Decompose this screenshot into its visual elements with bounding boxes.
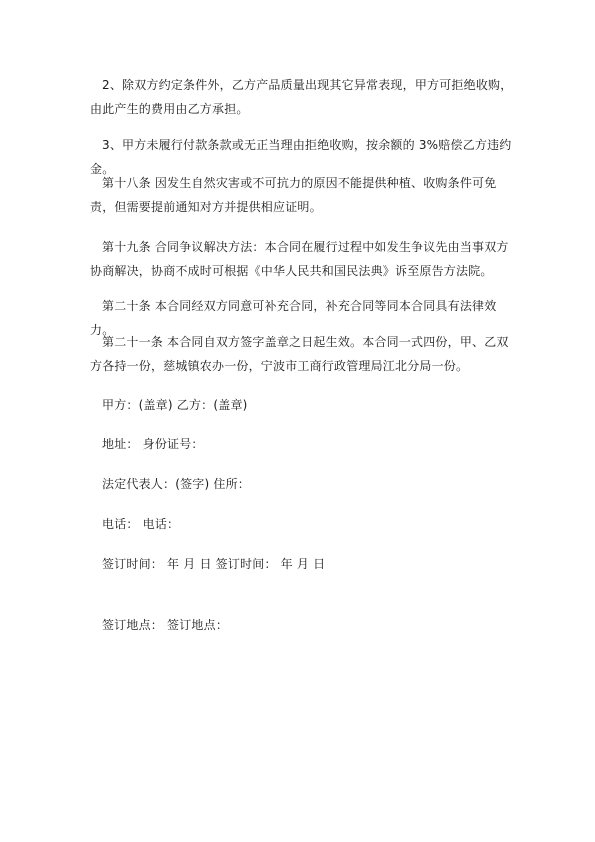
article-20-paragraph: 第二十条 本合同经双方同意可补充合同，补充合同等同本合同具有法律效力。	[90, 299, 497, 337]
article-18-paragraph: 第十八条 因发生自然灾害或不可抗力的原因不能提供种植、收购条件可免责，但需要提前通知对方并提供相应证明。	[90, 176, 497, 214]
phone-line: 电话： 电话：	[102, 517, 180, 531]
signing-date-line: 签订时间： 年 月 日 签订时间： 年 月 日	[102, 557, 326, 571]
article-21-paragraph: 第二十一条 本合同自双方签字盖章之日起生效。本合同一式四份，甲、乙双方各持一份，慈城镇农办一份，宁波市工商行政管理局江北分局一份。	[90, 335, 509, 373]
representative-residence-line: 法定代表人：(签字) 住所：	[102, 477, 250, 491]
clause-3-paragraph: 3、甲方未履行付款条款或无正当理由拒绝收购，按余额的 3%赔偿乙方违约金。	[90, 138, 512, 176]
party-seal-line: 甲方：(盖章) 乙方：(盖章)	[102, 398, 248, 412]
address-id-line: 地址： 身份证号：	[102, 437, 204, 451]
clause-2-paragraph: 2、除双方约定条件外，乙方产品质量出现其它异常表现，甲方可拒绝收购，由此产生的费用由乙方承担。	[90, 78, 513, 116]
article-19-paragraph: 第十九条 合同争议解决方法：本合同在履行过程中如发生争议先由当事双方协商解决，协商不成时可根据《中华人民共和国民法典》诉至原告方法院。	[90, 240, 509, 278]
signing-place-line: 签订地点： 签订地点：	[102, 618, 229, 632]
